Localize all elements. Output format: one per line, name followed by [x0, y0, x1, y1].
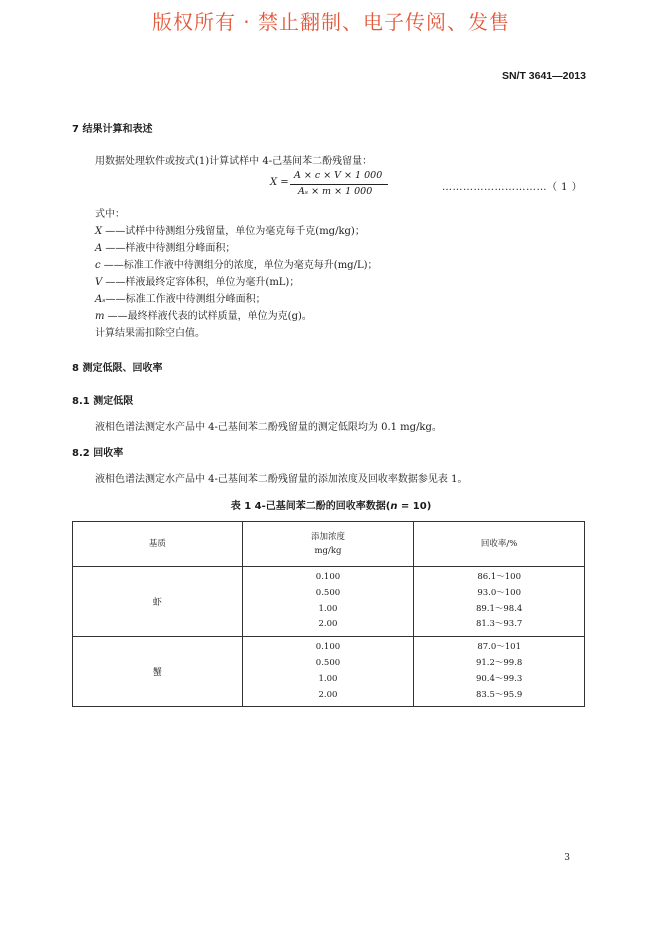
definition-m — [95, 307, 312, 322]
concentration-value: 2.00 — [318, 689, 338, 700]
definition-text: ——标准工作液中待测组分的浓度，单位为毫克每升(mg/L)； — [100, 260, 378, 271]
recovery-value: 86.1～100 — [477, 572, 521, 582]
concentration-value: 2.00 — [318, 619, 338, 630]
section-8-heading: 8 测定低限、回收率 — [72, 363, 163, 374]
concentration-value: 1.00 — [318, 673, 338, 684]
definition-text: ——样液最终定容体积，单位为毫升(mL)； — [102, 277, 300, 288]
definition-symbol: X — [95, 226, 103, 237]
recovery-value: 93.0～100 — [477, 587, 521, 598]
table-row — [73, 567, 585, 637]
matrix-cell: 虾 — [73, 567, 243, 637]
concentration-value: 1.00 — [318, 603, 338, 614]
table-title-prefix: 表 1 4-己基间苯二酚的回收率数据( — [230, 501, 391, 512]
matrix-cell: 蟹 — [73, 637, 243, 707]
definition-symbol: c — [95, 260, 101, 271]
concentration-cell — [242, 567, 414, 637]
header-recovery: 回收率/% — [414, 522, 585, 567]
table-1-title — [0, 497, 662, 512]
concentration-value: 0.100 — [315, 642, 341, 653]
table-row — [73, 637, 585, 707]
recovery-table — [72, 521, 585, 707]
definition-symbol: V — [95, 277, 103, 288]
recovery-value: 83.5～95.9 — [475, 689, 523, 700]
recovery-value: 91.2～99.8 — [475, 657, 523, 668]
formula-denominator: Aₛ × m × 1 000 — [298, 186, 373, 197]
recovery-value: 89.1～98.4 — [475, 603, 523, 614]
concentration-value: 0.500 — [315, 587, 341, 598]
concentration-value: 0.500 — [315, 657, 341, 668]
table-title-suffix: = 10) — [397, 501, 432, 512]
recovery-value: 81.3～93.7 — [475, 619, 523, 630]
concentration-value: 0.100 — [315, 572, 341, 582]
section-7-heading: 7 结果计算和表述 — [72, 124, 153, 135]
recovery-value: 90.4～99.3 — [475, 673, 523, 684]
concentration-cell — [242, 637, 414, 707]
definition-symbol: Aₛ — [95, 294, 106, 305]
definition-V — [95, 273, 299, 288]
definition-X — [95, 222, 365, 237]
header-matrix: 基质 — [73, 522, 243, 567]
table-title-n: n — [390, 501, 398, 512]
page-number: 3 — [564, 853, 570, 863]
definition-symbol: A — [95, 243, 103, 254]
table-header-row — [73, 522, 585, 567]
formula-number: …………………………（ 1 ） — [442, 182, 583, 193]
section-8-2-heading: 8.2 回收率 — [72, 448, 124, 459]
section-8-1-text: 液相色谱法测定水产品中 4-己基间苯二酚残留量的测定低限均为 0.1 mg/kg。 — [95, 422, 442, 433]
where-label: 式中： — [95, 209, 125, 220]
recovery-value: 87.0～101 — [477, 642, 521, 653]
formula-fraction-line — [290, 184, 388, 185]
section-8-2-text: 液相色谱法测定水产品中 4-己基间苯二酚残留量的添加浓度及回收率数据参见表 1。 — [95, 474, 468, 485]
header-concentration-label: 添加浓度 — [310, 532, 345, 542]
definition-text: ——样液中待测组分峰面积； — [102, 243, 236, 254]
section-7-intro: 用数据处理软件或按式(1)计算试样中 4-己基间苯二酚残留量： — [95, 156, 373, 167]
standard-number: SN/T 3641—2013 — [501, 70, 586, 82]
watermark-banner: 版权所有 · 禁止翻制、电子传阅、发售 — [151, 10, 511, 34]
definition-A — [95, 239, 235, 254]
blank-value-note: 计算结果需扣除空白值。 — [95, 328, 205, 339]
recovery-cell — [414, 567, 585, 637]
definition-c — [95, 256, 377, 271]
definition-text: ——最终样液代表的试样质量，单位为克(g)。 — [104, 311, 312, 322]
header-concentration — [242, 522, 414, 567]
definition-text: ——试样中待测组分残留量，单位为毫克每千克(mg/kg)； — [102, 226, 365, 237]
recovery-cell — [414, 637, 585, 707]
definition-text: ——标准工作液中待测组分峰面积； — [105, 294, 266, 305]
header-concentration-unit: mg/kg — [314, 546, 342, 556]
definition-As — [95, 290, 266, 305]
formula-numerator: A × c × V × 1 000 — [294, 170, 383, 181]
formula-lhs: X = — [270, 177, 289, 188]
section-8-1-heading: 8.1 测定低限 — [72, 396, 134, 407]
definition-symbol: m — [95, 311, 105, 322]
